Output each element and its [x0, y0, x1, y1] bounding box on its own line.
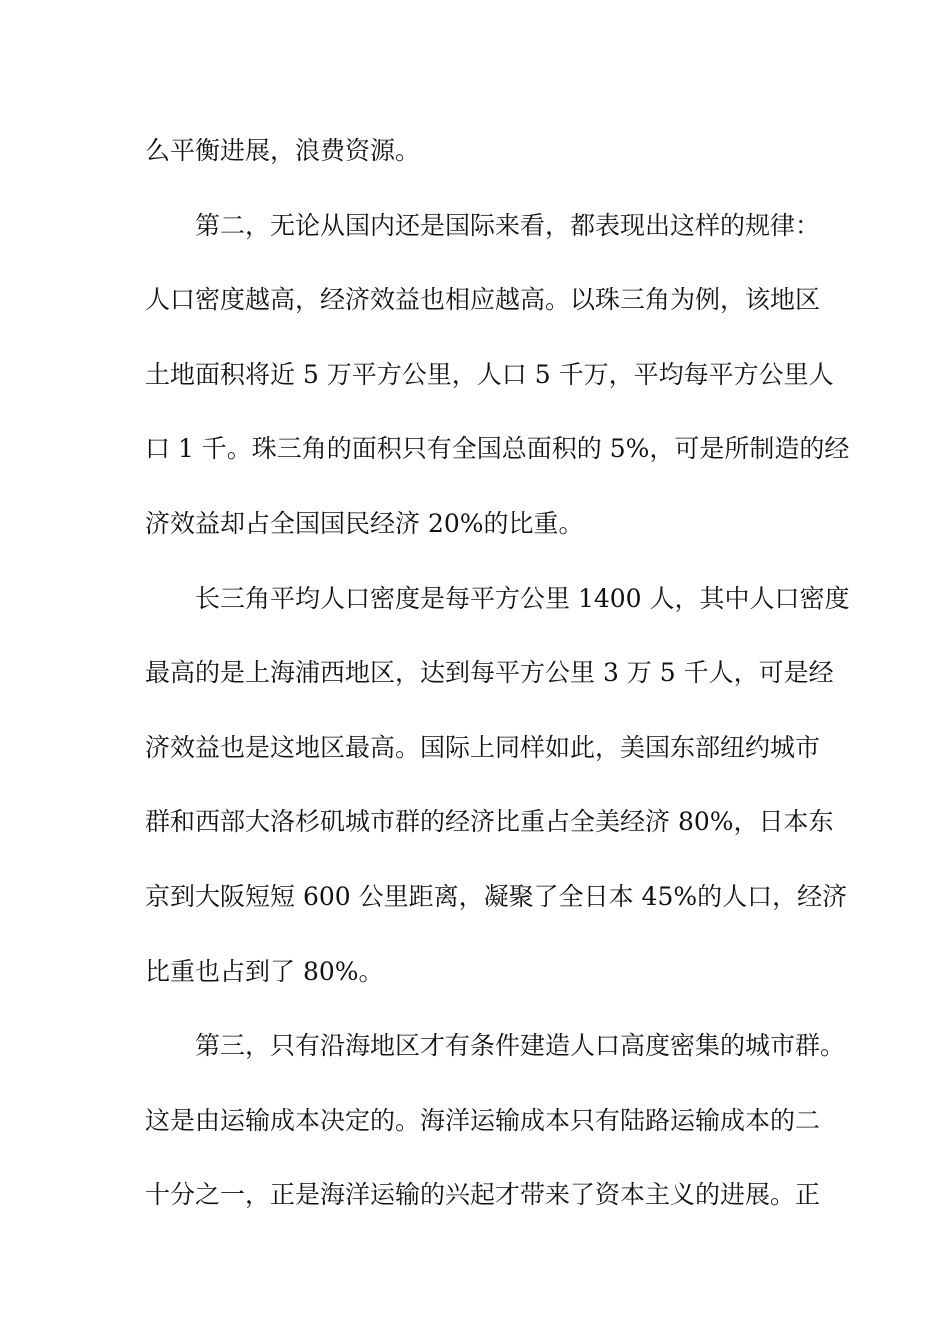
document-body	[145, 114, 850, 1233]
text-line: 么平衡进展，浪费资源。	[145, 136, 421, 165]
paragraph-start-line: 第三，只有沿海地区才有条件建造人口高度密集的城市群。	[195, 1031, 846, 1061]
text-line: 京到大阪短短 600 公里距离，凝聚了全日本 45%的人口，经济	[145, 881, 848, 911]
text-line: 群和西部大洛杉矶城市群的经济比重占全美经济 80%，日本东	[145, 807, 834, 837]
text-line: 土地面积将近 5 万平方公里，人口 5 千万，平均每平方公里人	[145, 359, 834, 389]
text-line: 济效益却占全国国民经济 20%的比重。	[145, 508, 584, 538]
text-line: 最高的是上海浦西地区，达到每平方公里 3 万 5 千人，可是经	[145, 658, 834, 688]
text-line: 比重也占到了 80%。	[145, 956, 384, 986]
text-line: 口 1 千。珠三角的面积只有全国总面积的 5%，可是所制造的经	[145, 434, 850, 464]
text-line: 济效益也是这地区最高。国际上同样如此，美国东部纽约城市	[145, 732, 821, 762]
text-line: 人口密度越高，经济效益也相应越高。以珠三角为例，该地区	[145, 285, 821, 315]
text-line: 这是由运输成本决定的。海洋运输成本只有陆路运输成本的二	[145, 1105, 821, 1135]
paragraph-start-line: 长三角平均人口密度是每平方公里 1400 人，其中人口密度	[195, 583, 850, 613]
paragraph-start-line: 第二，无论从国内还是国际来看，都表现出这样的规律：	[195, 210, 821, 240]
text-line: 十分之一，正是海洋运输的兴起才带来了资本主义的进展。正	[145, 1180, 821, 1210]
